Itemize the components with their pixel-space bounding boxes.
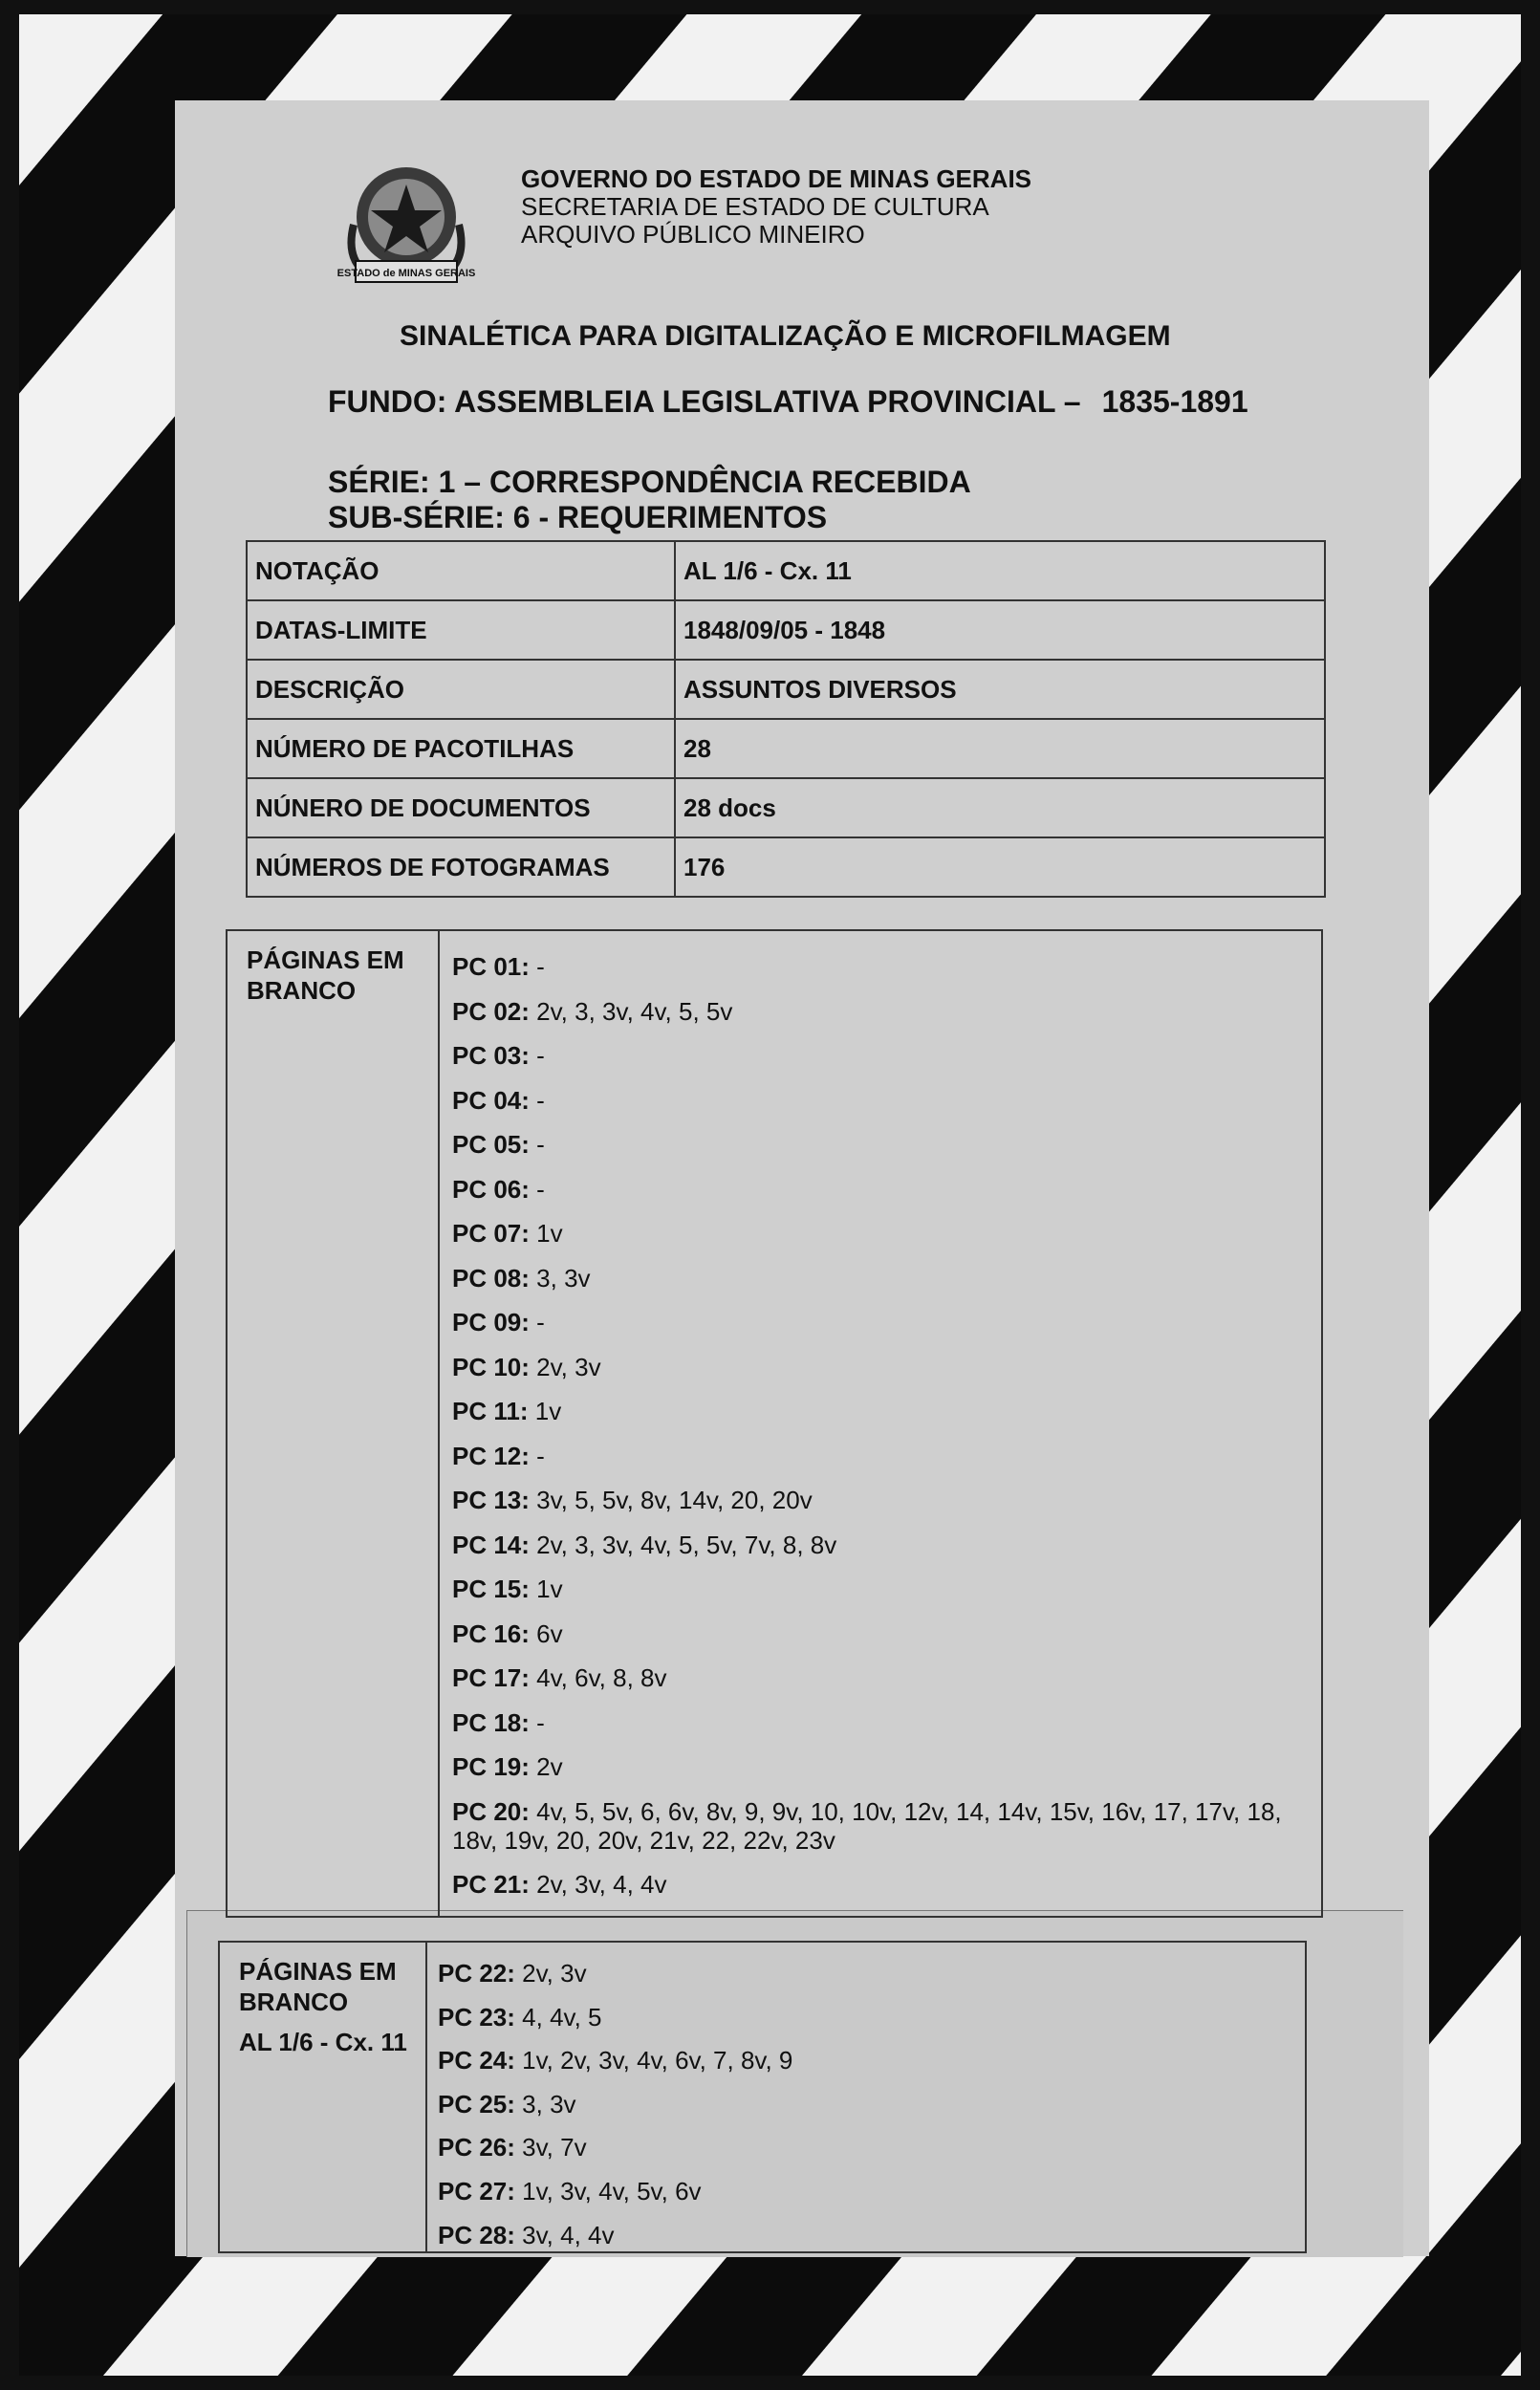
metadata-key: NOTAÇÃO xyxy=(247,541,675,600)
subserie-line: SUB-SÉRIE: 6 - REQUERIMENTOS xyxy=(328,500,828,534)
list-item: PC 22: 2v, 3v xyxy=(438,1959,587,1988)
list-item: PC 18: - xyxy=(452,1707,545,1737)
blank-pages-label-line1: PÁGINAS EM xyxy=(239,1957,397,1986)
metadata-key: DATAS-LIMITE xyxy=(247,600,675,660)
box-reference: AL 1/6 - Cx. 11 xyxy=(239,2028,407,2056)
metadata-table xyxy=(246,540,1326,898)
blank-pages-label xyxy=(228,931,440,1916)
list-item: PC 04: - xyxy=(452,1085,545,1115)
fundo-line xyxy=(328,384,1248,420)
table-row xyxy=(247,837,1325,897)
list-item: PC 16: 6v xyxy=(452,1619,563,1648)
list-item: PC 26: 3v, 7v xyxy=(438,2133,587,2162)
list-item: PC 21: 2v, 3v, 4, 4v xyxy=(452,1869,667,1899)
metadata-key: DESCRIÇÃO xyxy=(247,660,675,719)
list-item: PC 20: 4v, 5, 5v, 6, 6v, 8v, 9, 9v, 10, 10v, 12v, 14, 14v, 15v, 16v, 17, 17v, 18, 18v, 19v, 20, 20v, 21v, 22, 22v, 23v xyxy=(452,1796,1282,1855)
list-item: PC 10: 2v, 3v xyxy=(452,1352,601,1381)
metadata-value: 1848/09/05 - 1848 xyxy=(675,600,1325,660)
fundo-label: FUNDO: ASSEMBLEIA LEGISLATIVA PROVINCIAL – xyxy=(328,384,1081,419)
list-item: PC 07: 1v xyxy=(452,1219,563,1248)
blank-pages-label-line1: PÁGINAS EM xyxy=(247,945,404,974)
list-item: PC 24: 1v, 2v, 3v, 4v, 6v, 7, 8v, 9 xyxy=(438,2046,793,2075)
blank-pages-label-line2: BRANCO xyxy=(247,976,357,1005)
list-item: PC 17: 4v, 6v, 8, 8v xyxy=(452,1663,667,1692)
metadata-value: 28 docs xyxy=(675,778,1325,837)
table-row xyxy=(247,660,1325,719)
table-row xyxy=(247,719,1325,778)
table-row xyxy=(247,541,1325,600)
metadata-key: NÚMEROS DE FOTOGRAMAS xyxy=(247,837,675,897)
government-name: GOVERNO DO ESTADO DE MINAS GERAIS xyxy=(521,164,1032,193)
blank-pages-box-continued xyxy=(218,1941,1307,2253)
serie-line: SÉRIE: 1 – CORRESPONDÊNCIA RECEBIDA xyxy=(328,465,971,499)
metadata-key: NÚMERO DE PACOTILHAS xyxy=(247,719,675,778)
institution-header xyxy=(335,158,1099,301)
metadata-value: 176 xyxy=(675,837,1325,897)
list-item: PC 14: 2v, 3, 3v, 4v, 5, 5v, 7v, 8, 8v xyxy=(452,1530,837,1559)
list-item: PC 25: 3, 3v xyxy=(438,2089,576,2118)
list-item: PC 03: - xyxy=(452,1041,545,1070)
list-item: PC 13: 3v, 5, 5v, 8v, 14v, 20, 20v xyxy=(452,1486,813,1514)
series-block xyxy=(328,465,971,535)
list-item: PC 01: - xyxy=(452,952,545,981)
list-item: PC 08: 3, 3v xyxy=(452,1263,591,1293)
table-row xyxy=(247,778,1325,837)
blank-pages-box xyxy=(226,929,1323,1918)
blank-pages-label xyxy=(220,1943,427,2251)
archive-name: ARQUIVO PÚBLICO MINEIRO xyxy=(521,220,865,249)
fundo-years: 1835-1891 xyxy=(1101,384,1248,419)
table-row xyxy=(247,600,1325,660)
list-item: PC 15: 1v xyxy=(452,1575,563,1603)
list-item: PC 23: 4, 4v, 5 xyxy=(438,2002,602,2032)
metadata-value: 28 xyxy=(675,719,1325,778)
crest-ribbon-text: ESTADO de MINAS GERAIS xyxy=(336,268,476,279)
list-item: PC 28: 3v, 4, 4v xyxy=(438,2220,615,2249)
list-item: PC 05: - xyxy=(452,1130,545,1159)
metadata-value: AL 1/6 - Cx. 11 xyxy=(675,541,1325,600)
list-item: PC 09: - xyxy=(452,1308,545,1336)
state-coat-of-arms-icon xyxy=(335,158,478,301)
blank-pages-label-line2: BRANCO xyxy=(239,1988,349,2016)
blank-pages-list xyxy=(452,945,1312,1906)
list-item: PC 02: 2v, 3, 3v, 4v, 5, 5v xyxy=(452,996,733,1026)
list-item: PC 11: 1v xyxy=(452,1397,562,1425)
blank-pages-list xyxy=(438,1952,792,2257)
list-item: PC 27: 1v, 3v, 4v, 5v, 6v xyxy=(438,2176,702,2205)
list-item: PC 06: - xyxy=(452,1174,545,1204)
metadata-value: ASSUNTOS DIVERSOS xyxy=(675,660,1325,719)
metadata-key: NÚNERO DE DOCUMENTOS xyxy=(247,778,675,837)
document-title: SINALÉTICA PARA DIGITALIZAÇÃO E MICROFILMAGEM xyxy=(400,320,1171,352)
list-item: PC 12: - xyxy=(452,1441,545,1470)
secretariat-name: SECRETARIA DE ESTADO DE CULTURA xyxy=(521,192,989,221)
list-item: PC 19: 2v xyxy=(452,1752,563,1781)
